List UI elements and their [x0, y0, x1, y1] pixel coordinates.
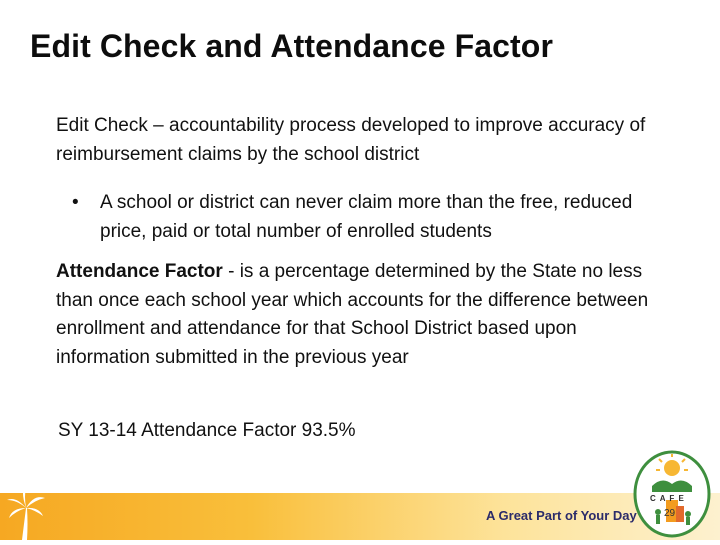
slide-body [56, 112, 656, 372]
sy-attendance-line: SY 13-14 Attendance Factor 93.5% [58, 420, 356, 441]
bullet-item [72, 189, 660, 246]
attendance-factor-definition: - is a percentage determined by the State no less than once each school year which accounts for the difference between enrollment and attendance for that School District based upon information submitted in the previous year [56, 261, 649, 368]
edit-check-definition: – accountability process developed to improve accuracy of reimbursement claims by the school district [56, 115, 646, 165]
footer-tagline: A Great Part of Your Day [486, 508, 637, 523]
edit-check-term: Edit Check [56, 115, 148, 136]
page-number: 29 [664, 508, 676, 519]
attendance-factor-term: Attendance Factor [56, 261, 223, 282]
cafe-logo-text: C A F E [650, 494, 685, 503]
bullet-text: A school or district can never claim more than the free, reduced price, paid or total number of enrolled students [100, 192, 633, 242]
slide-title: Edit Check and Attendance Factor [30, 28, 553, 64]
attendance-factor-paragraph [56, 258, 656, 372]
bullet-marker: • [72, 192, 79, 213]
palm-tree-icon [6, 486, 46, 545]
edit-check-paragraph [56, 112, 656, 169]
